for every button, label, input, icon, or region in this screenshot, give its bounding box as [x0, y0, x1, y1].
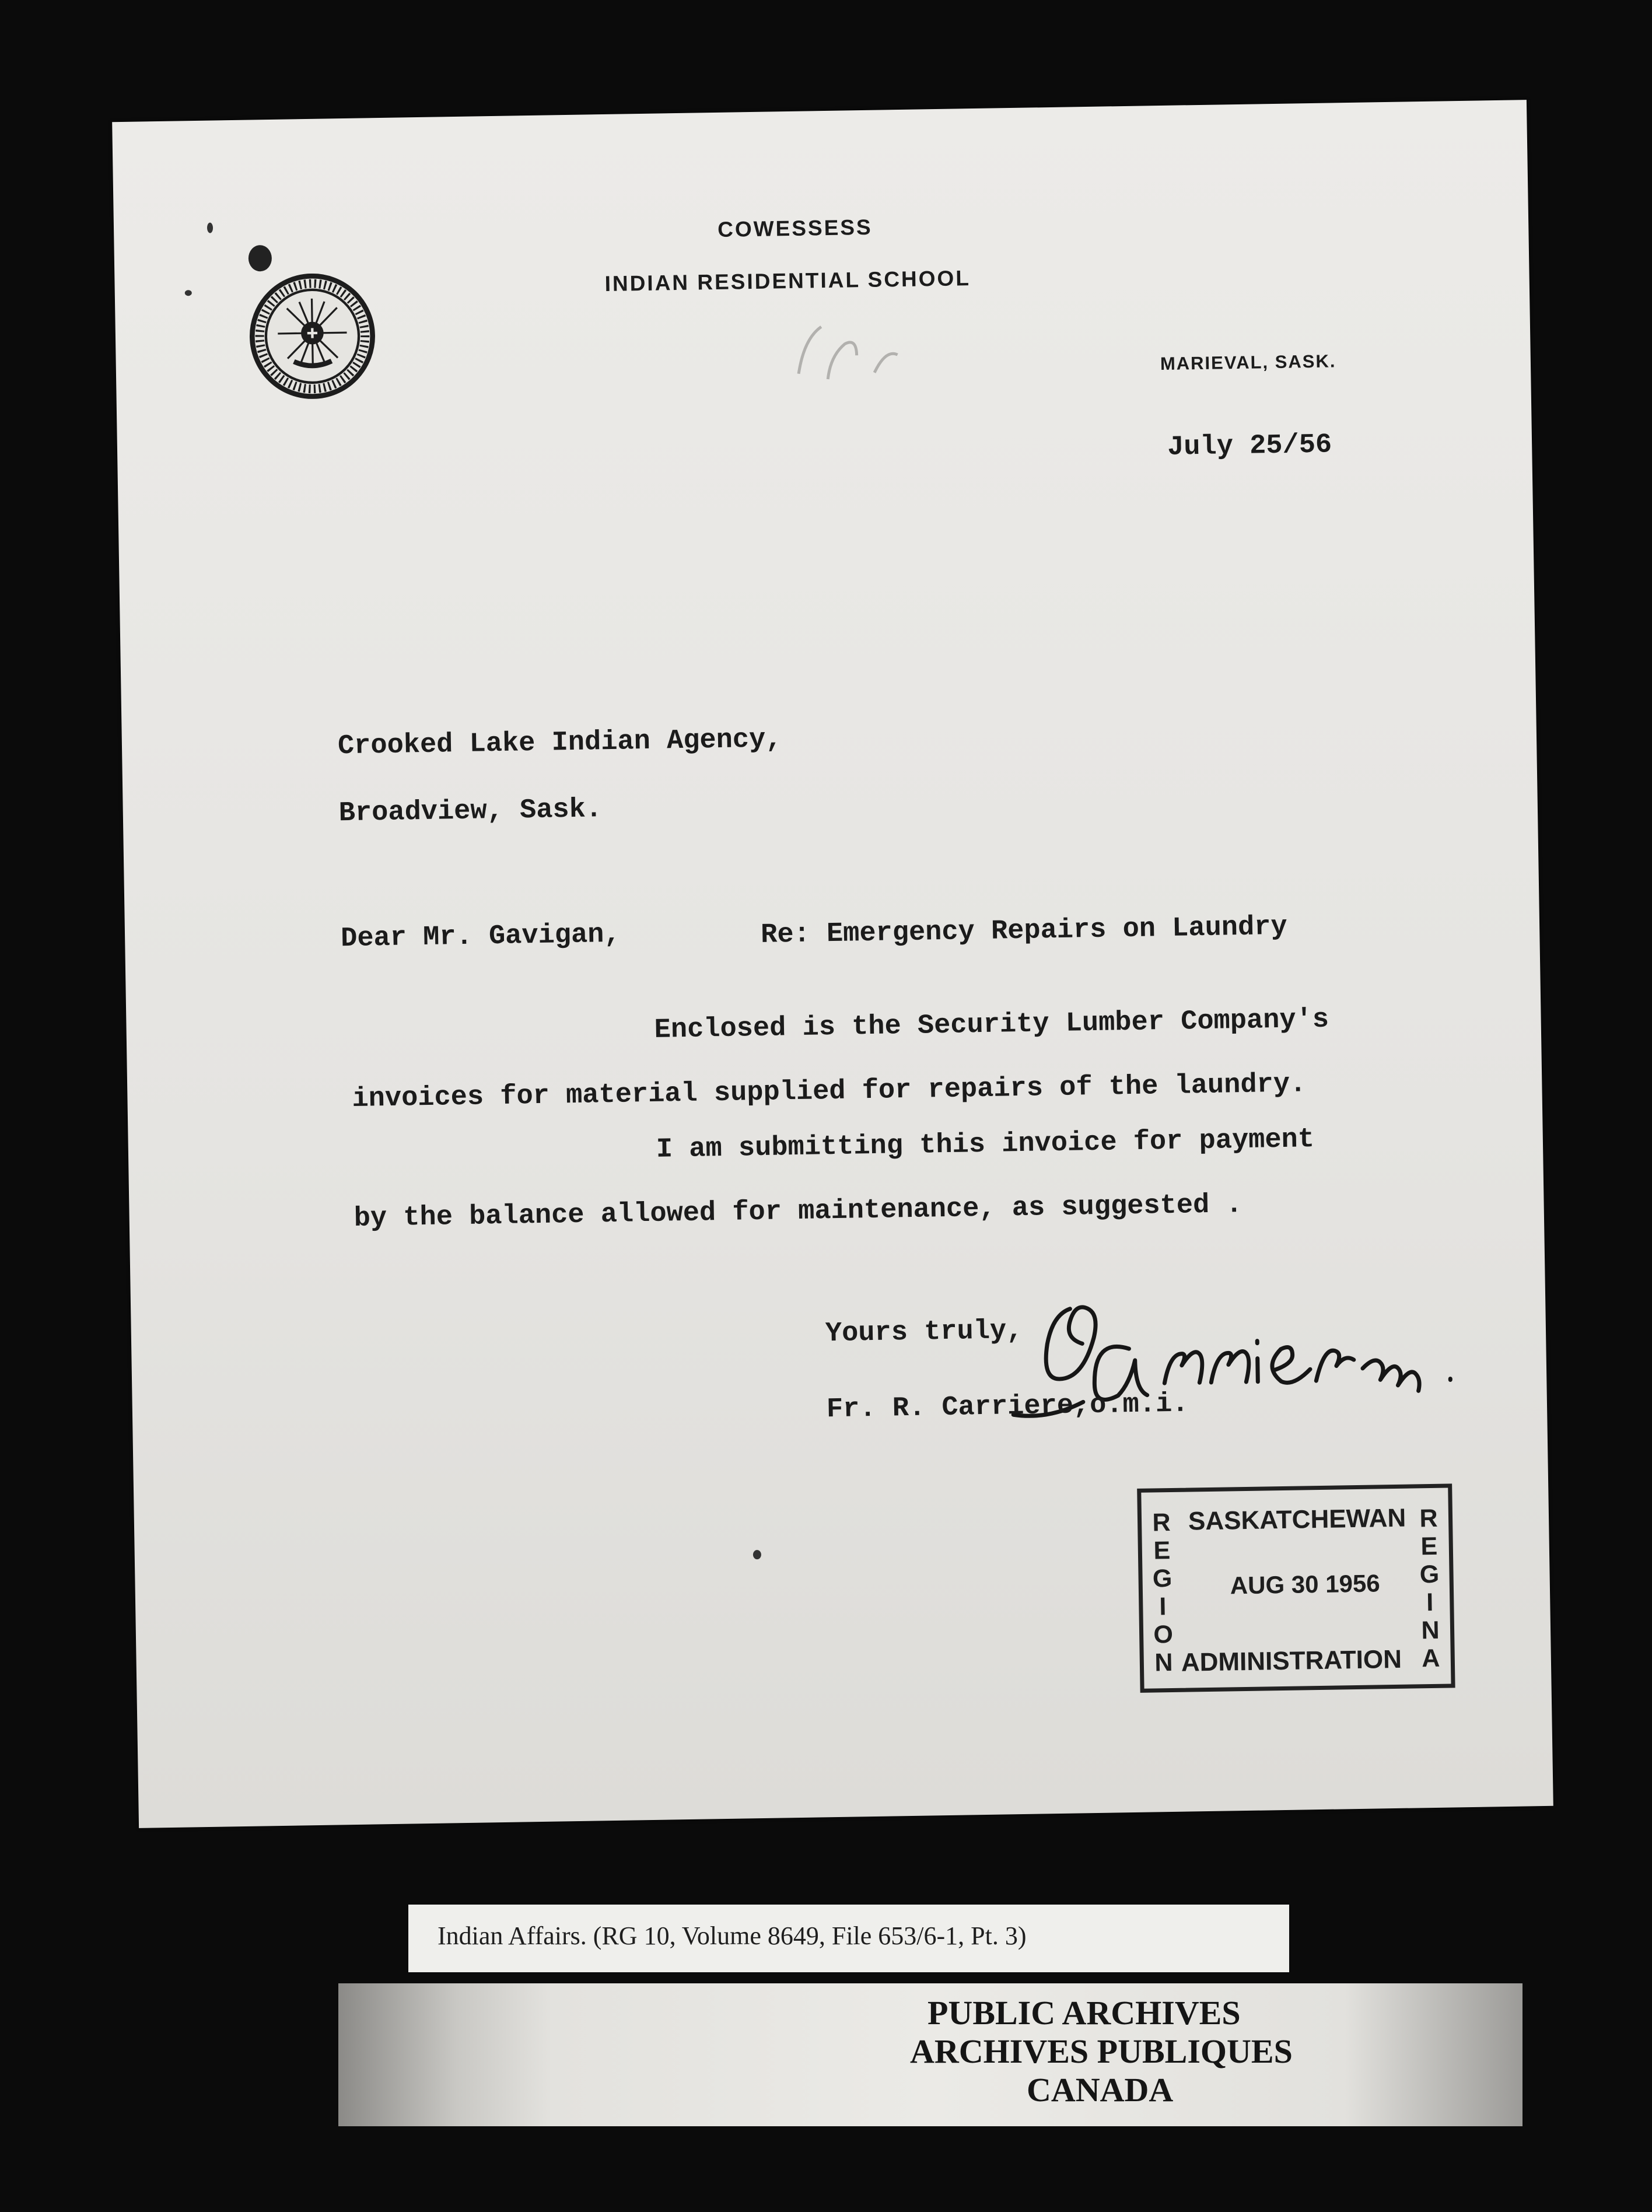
stamp-date: AUG 30 1956	[1230, 1569, 1380, 1600]
archive-label-strip	[338, 1983, 1522, 2126]
salutation: Dear Mr. Gavigan,	[340, 919, 621, 955]
closing: Yours truly,	[825, 1315, 1023, 1350]
school-seal-icon	[249, 272, 376, 400]
faint-pencil-mark	[786, 302, 939, 391]
received-stamp	[1137, 1483, 1455, 1692]
letterhead-place: MARIEVAL, SASK.	[1160, 351, 1336, 374]
stamp-right-vertical: R E G I N A	[1419, 1504, 1440, 1673]
letter-sheet	[112, 100, 1553, 1828]
archive-label-line-2: ARCHIVES PUBLIQUES	[910, 2032, 1293, 2070]
paper-specks	[112, 100, 1527, 122]
body-line-2: invoices for material supplied for repairs of the laundry.	[352, 1069, 1307, 1115]
typed-signature-name: Fr. R. Carriere,o.m.i.	[826, 1388, 1189, 1426]
address-line-2: Broadview, Sask.	[338, 794, 603, 830]
stamp-top-text: SASKATCHEWAN	[1188, 1503, 1406, 1536]
stamp-left-vertical: R E G I O N	[1152, 1508, 1174, 1677]
letter-date: July 25/56	[1167, 429, 1332, 463]
archive-label-line-3: CANADA	[1027, 2071, 1174, 2109]
body-line-3: I am submitting this invoice for payment	[656, 1124, 1315, 1166]
address-line-1: Crooked Lake Indian Agency,	[337, 724, 782, 762]
archive-label-text	[910, 1994, 1552, 2109]
subject-line: Re: Emergency Repairs on Laundry	[760, 911, 1288, 951]
body-line-4: by the balance allowed for maintenance, as suggested .	[354, 1189, 1243, 1234]
letterhead-name: INDIAN RESIDENTIAL SCHOOL	[604, 266, 971, 296]
stamp-bottom-text: ADMINISTRATION	[1181, 1644, 1402, 1677]
body-line-1: Enclosed is the Security Lumber Company's	[654, 1004, 1329, 1046]
archive-label-line-1: PUBLIC ARCHIVES	[928, 1994, 1241, 2032]
archive-caption: Indian Affairs. (RG 10, Volume 8649, File 653/6-1, Pt. 3)	[408, 1905, 1289, 1972]
letterhead-school: COWESSESS	[717, 215, 873, 242]
